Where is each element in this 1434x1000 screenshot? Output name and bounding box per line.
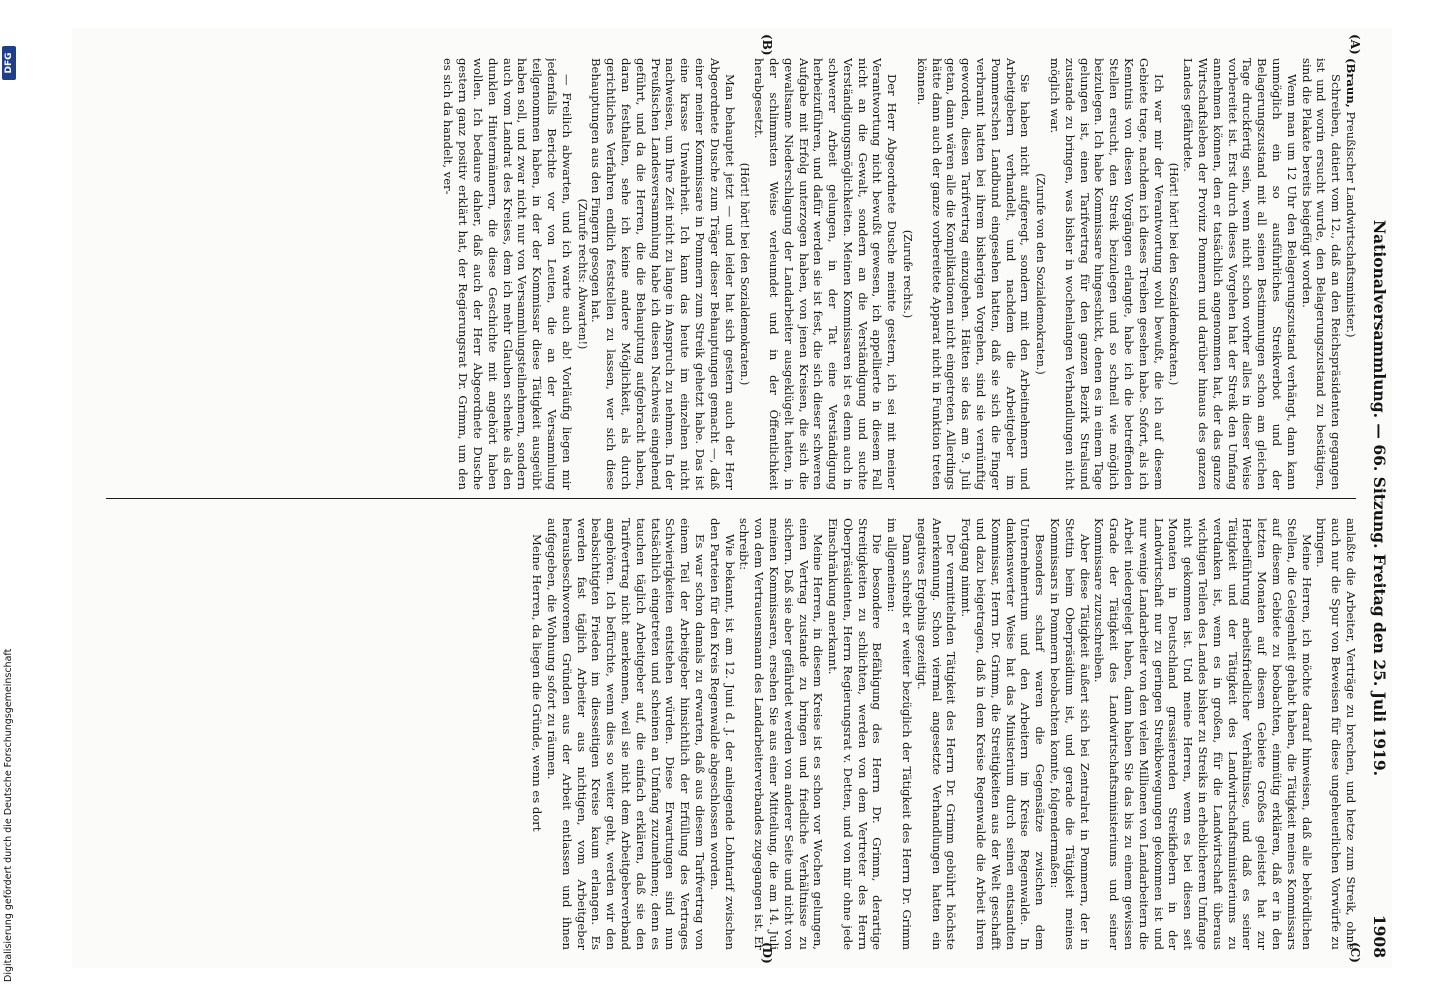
page-header [1366,28,1392,968]
paragraph: Aber diese Tätigkeit äußert sich bei Zentralrat in Pommern, der in Stettin beim Oberpräsidium ist, und gerade die Tätigkeit meines Kommissars in Pommern beobachten konnte, folgendermaßen: [1048,518,1092,950]
paragraph: Dann schreibt er weiter bezüglich der Tätigkeit des Herrn Dr. Grimm im allgemeinen: [885,518,915,950]
paragraph: Ich war mir der Verantwortung wohl bewußt, die ich auf diesem Gebiete trage, nachdem ich dieses Treiben gesehen habe. Sofort, als ich Kenntnis von diesen Vorgängen erlangte, habe ich die betreffenden Stellen ersucht, den Streik beizulegen und so schnell wie möglich beizulegen. Ich habe Kommissare hingeschickt, denen es in einem Tage gelungen ist, einen Tarifvertrag für den ganzen Bezirk Stralsund zustande zu bringen, was bisher in wochenlangen Verhandlungen nicht möglich war. [1048,58,1166,490]
paragraph: — Freilich abwarten, und ich warte auch ab! Vorläufig liegen mir jedenfalls Berichte vor von Leuten, die an der Versammlung teilgenommen haben, in der der Kommissar diese Tätigkeit ausgeübt haben soll, und zwar nicht nur von Versammlungsteilnehmern, sondern auch vom Landrat des Kreises, dem ich mehr Glauben schenke als den dunklen Hintermännern, die diese Geschichte mit angehört haben wollen. Ich bedaure daher, daß auch der Herr Abgeordnete Dusche gestern ganz positiv erklärt hat, der Regierungsrat Dr. Grimm, um den es sich da handelt, ver- [441,58,574,490]
paragraph: Man behauptet jetzt — und leider hat sich gestern auch der Herr Abgeordnete Dusche zum Träger dieser Behauptungen gemacht —, daß einer meiner Kommissare in Pommern zum Streik gehetzt habe. Das ist eine krasse Unwahrheit. Ich kann das heute im einzelnen nicht nachweisen, um Ihre Zeit nicht zu lange in Anspruch zu nehmen. In der Preußischen Landesversammlung habe ich diesen Nachweis eingehend geführt, und da die Herren, die die Behauptung aufgebracht haben, daran festhalten, sehe ich keine andere Möglichkeit, als durch gerichtliches Verfahren endlich feststellen zu lassen, wer sich diese Behauptungen aus den Fingern gesogen hat. [589,58,737,490]
quoted-paragraph: Die besondere Befähigung des Herrn Dr. Grimm, derartige Streitigkeiten zu schlichten, werden von dem Vertreter des Herrn Oberpräsidenten, Herrn Regierungsrat v. Detten, und von mir ohne jede Einschränkung anerkannt. [826,518,885,950]
paragraph: Meine Herren, ich möchte darauf hinweisen, daß alle behördlichen Stellen, die Gelegenheit gehabt haben, die Tätigkeit meines Kommissars auf diesem Gebiete zu beobachten, einmütig erklären, daß er in den letzten Monaten auf diesem Gebiete Großes geleistet hat zur Herbeiführung arbeitsfriedlicher Verhältnisse, und daß es seiner Tätigkeit und der Tätigkeit des Landwirtschaftsministeriums zu verdanken ist, wenn es in großen, für die Landwirtschaft überaus wichtigen Teilen des Landes bisher zu Streiks in erheblicherem Umfange nicht gekommen ist. Und meine Herren, wenn es bei diesen seit Monaten in Deutschland grassierenden Streikfiebern in der Landwirtschaft nur zu geringen Streikbewegungen gekommen ist und nur wenige Landarbeiter von den vielen Millionen von Landarbeitern die Arbeit niedergelegt haben, dann haben Sie das bis zu einem gewissen Grade der Tätigkeit des Landwirtschaftsministeriums und seiner Kommissare zuzuschreiben. [1092,518,1314,950]
dfg-logo: DFG [2,46,16,80]
margin-mark-b: (B) [760,34,774,56]
paragraph: Wenn man um 12 Uhr den Belagerungszustand verhängt, dann kann unmöglich ein so ausführliches Streikverbot und der Belagerungszustand mit all seinen Bestimmungen schon am gleichen Tage druckfertig sein, wenn nicht schon vorher alles in dieser Weise vorbereitet ist. Erst durch dieses Vorgehen hat der Streik den Umfang annehmen können, den er tatsächlich angenommen hat, der das ganze Wirtschaftsleben der Provinz Pommern und darüber hinaus des ganzen Landes gefährdete. [1181,58,1299,490]
interjection: (Zurufe rechts: Abwarten!) [575,198,589,350]
paragraph: Der Herr Abgeordnete Dusche meinte gestern, ich sei mit meiner Verantwortung nicht bewußt gewesen, ich appellierte in diesem Fall nicht an die Gewalt, sondern an die Verständigung und suchte Verständigungsmöglichkeiten. Meinen Kommissaren ist es denn auch in schwerer Arbeit gelungen, in der Tat eine Verständigung herbeizuführen, und dafür werden sie ist fest, die sich dieser schweren Aufgabe mit Erfolg unterzogen haben, von jenen Kreisen, die sich die gewaltsame Niederschlagung der Landarbeiter ausgeklügelt hatten, in der schlimmsten Weise verleumdet und in der Öffentlichkeit herabgesetzt. [752,58,900,490]
speaker-name: (Braun, [1344,58,1358,108]
paragraph: Meine Herren, in diesem Kreise ist es schon vor Wochen gelungen, einen Vertrag zustande zu bringen und friedliche Verhältnisse zu sichern. Daß sie aber gefährdet werden von anderer Seite und nicht von meinen Kommissaren, ersehen Sie aus einer Mitteilung, die am 14. Juli von dem Vertrauensmann des Landarbeiterverbandes zugegangen ist. Er schreibt: [737,518,826,950]
quoted-paragraph: Wie bekannt, ist am 12. Juni d. J. der anliegende Lohntarif zwischen den Parteien für den Kreis Regenwalde abgeschlossen worden. [707,518,737,950]
margin-mark-c: (C) [1348,942,1362,963]
speaker-line [1343,58,1358,490]
paragraph: anlaßte die Arbeiter, Verträge zu brechen, und hetze zum Streik, ohne auch nur die Spur von Beweisen für diese ungeheuerlichen Vorwürfe zu bringen. [1314,518,1358,950]
document-page [72,28,1392,968]
paragraph: Sie haben nicht aufgeregt, sondern mit den Arbeitnehmern und Arbeitgebern verhandelt, und nachdem die Arbeitgeber im Pommerschen Landbund eingesehen hatten, daß sie sich die Finger verbrannt hatten bei ihrem bisherigen Vorgehen, sind sie vernünftig geworden, diesen Tarifvertrag einzugehen. Hätten sie das am 9. Juli getan, dann wären alle die Komplikationen nicht eingetreten. Allerdings hätte dann auch der ganze vorbereitete Apparat nicht in Funktion treten können. [914,58,1033,490]
interjection: (Zurufe von den Sozialdemokraten.) [1034,173,1048,375]
quoted-paragraph: Der vermittelnden Tätigkeit des Herrn Dr. Grimm gebührt höchste Anerkennung. Schon viermal angesetzte Verhandlungen hatten ein negatives Ergebnis gezeitigt. [914,518,959,950]
interjection: (Hört! hört! bei den Sozialdemokraten.) [1167,162,1181,386]
page-number: 1908 [1370,914,1389,958]
interjection: (Zurufe rechts.) [901,229,915,319]
column-divider [106,498,1356,499]
paragraph: Meine Herren, da liegen die Gründe, wenn es dort [530,534,545,832]
margin-mark-d: (D) [760,942,774,964]
quoted-paragraph: Besonders scharf waren die Gegensätze zwischen dem Unternehmertum und den Arbeitern im Kreise Regenwalde. In dankenswerter Weise hat das Ministerium durch seinen entsandten Kommissar, Herrn Dr. Grimm, die Streitigkeiten aus der Welt geschafft und dazu beigetragen, daß in dem Kreise Regenwalde die Arbeit ihren Fortgang nimmt. [959,518,1048,950]
speaker-role: Preußischer Landwirtschaftsminister.) [1344,111,1358,338]
paragraph: Schreiben, datiert vom 12., daß an den Reichspräsidenten gegangen ist und worin ersucht wurde, den Belagerungszustand zu bestätigen, sind die Plakate bereits beigefügt worden. [1299,58,1344,490]
interjection: (Hört! hört! bei den Sozialdemokraten.) [738,162,752,386]
margin-mark-a: (A) [1348,34,1362,55]
digitization-credit [0,0,18,1000]
credit-text: Digitalisierung gefördert durch die Deutsche Forschungsgemeinschaft [3,648,14,982]
right-column [88,518,1358,950]
left-column [88,58,1358,490]
running-title: Nationalversammlung. — 66. Sitzung. Freitag den 25. Juli 1919. [1370,219,1389,777]
quoted-paragraph: Es war schon damals zu erwarten, daß aus diesem Tarifvertrag von einem Teil der Arbeitgeber hinsichtlich der Erfüllung des Vertrages Schwierigkeiten entstehen würden. Diese Erwartungen sind nun tatsächlich eingetreten und scheinen an Umfang zuzunehmen; denn es tauchen täglich Arbeitgeber auf, die einfach erklären, daß sie den Tarifvertrag nicht anerkennen, weil sie nicht dem Arbeitgeberverband angehören. Ich befürchte, wenn dies so weiter geht, werden wir den beabsichtigten Frieden im diesseitigen Kreise kaum erlangen. Es werden fast täglich Arbeiter aus nichtigen, vom Arbeitgeber herausbeschworenen Gründen aus der Arbeit entlassen und ihnen aufgegeben, die Wohnung sofort zu räumen. [544,518,707,950]
